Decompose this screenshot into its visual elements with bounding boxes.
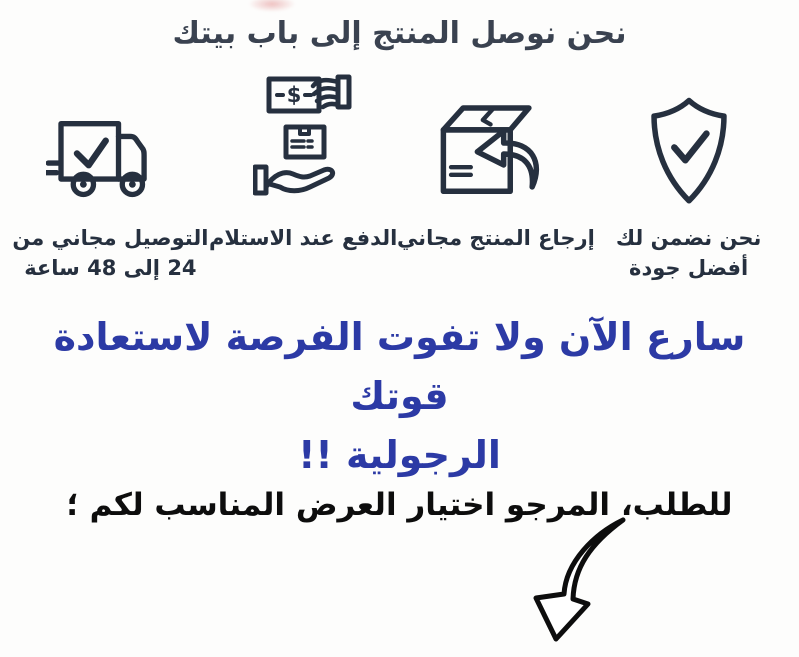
feature-quality-guarantee [592, 69, 785, 284]
feature-label-line: الدفع عند الاستلام [208, 226, 398, 250]
cta-headline-line1: سارع الآن ولا تفوت الفرصة لاستعادة قوتك [53, 314, 746, 418]
cta-headline [0, 308, 799, 485]
feature-label-line: نحن نضمن لك [615, 226, 762, 250]
feature-free-delivery [14, 69, 207, 284]
feature-cash-on-delivery [207, 69, 400, 284]
delivery-heading: نحن نوصل المنتج إلى باب بيتك [172, 16, 627, 51]
cash-on-delivery-icon [253, 69, 353, 211]
shield-check-icon [643, 69, 735, 211]
feature-label-delivery [12, 223, 208, 284]
feature-label-line: التوصيل مجاني من [12, 226, 209, 250]
feature-label-quality [616, 223, 762, 284]
feature-label-line: أفضل جودة [629, 256, 749, 281]
feature-label-line: إرجاع المنتج مجاني [396, 226, 595, 250]
features-row [0, 69, 799, 284]
red-smudge-decoration [248, 0, 296, 12]
feature-label-line: 24 إلى 48 ساعة [24, 256, 197, 281]
svg-text:$: $ [286, 83, 302, 107]
feature-label-cod [209, 223, 397, 253]
delivery-truck-icon [46, 69, 174, 211]
return-box-icon [430, 69, 562, 211]
cta-headline-line2: الرجولية !! [298, 432, 501, 477]
order-instruction: للطلب، المرجو اختيار العرض المناسب لكم ؛ [66, 486, 733, 523]
hand-drawn-down-arrow-icon [516, 512, 636, 652]
feature-free-returns [396, 69, 595, 284]
feature-label-returns [397, 223, 595, 253]
